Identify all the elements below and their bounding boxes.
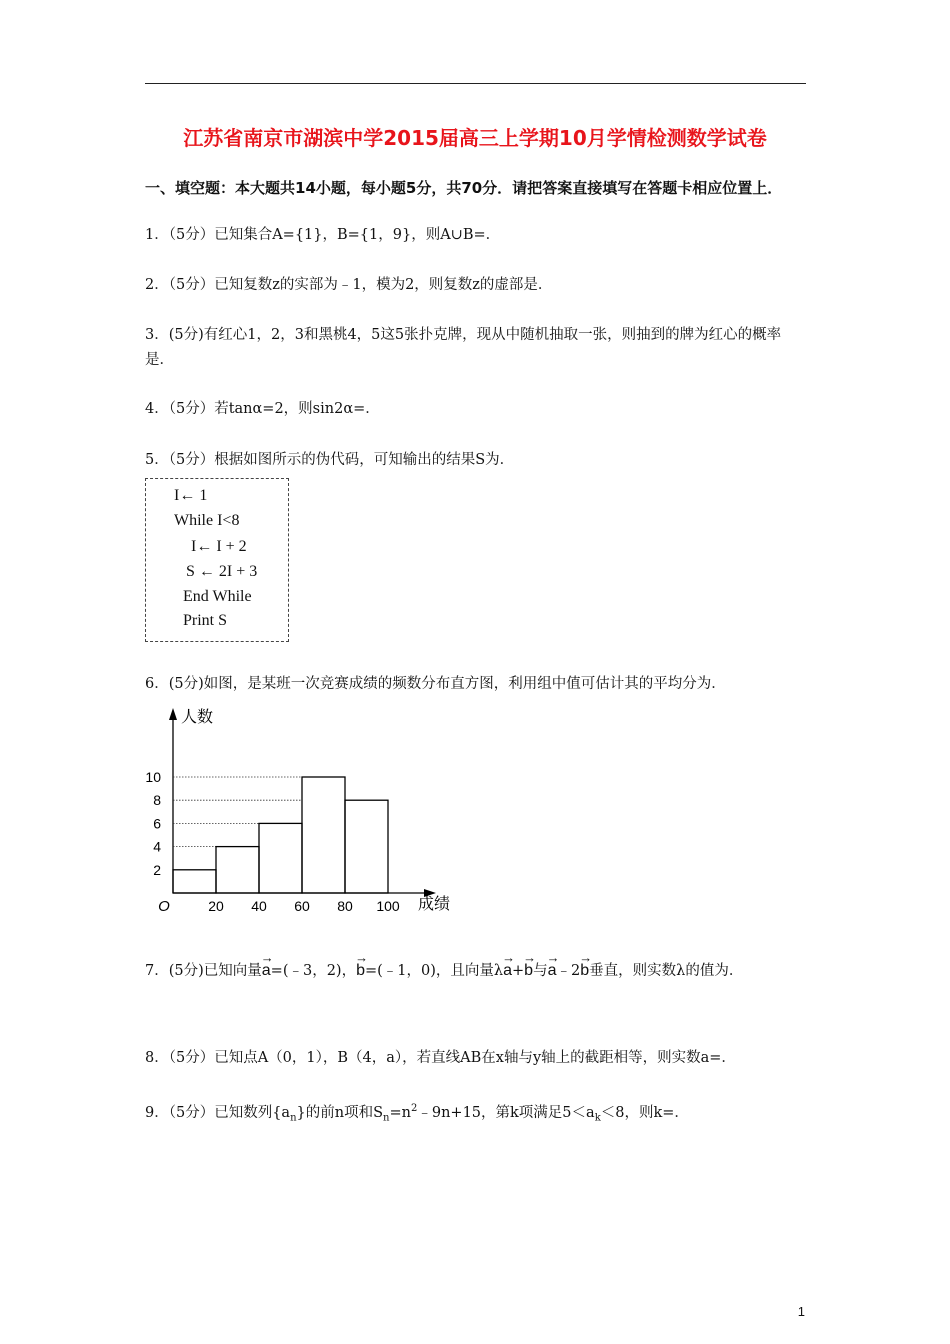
- question-3: 3．(5分)有红心1，2，3和黑桃4，5这5张扑克牌，现从中随机抽取一张，则抽到的牌为红心的概率是．: [145, 327, 782, 368]
- header-rule: [145, 83, 806, 84]
- vector-b: → b: [356, 958, 365, 983]
- vector-a-3: → a: [548, 958, 557, 983]
- question-1: 1．（5分）已知集合A={1}，B={1，9}，则A∪B=．: [145, 227, 501, 243]
- x-tick-80: 80: [337, 898, 353, 914]
- y-tick-10: 10: [145, 769, 161, 785]
- bar-80-100: [345, 800, 388, 893]
- question-9: [145, 1096, 809, 1131]
- q7-tail: 垂直，则实数λ的值为．: [589, 963, 744, 979]
- vector-a: → a: [262, 958, 271, 983]
- vector-a-2: → a: [503, 958, 512, 983]
- q9-part-5: ＜8，则k=．: [600, 1104, 689, 1121]
- question-2: 2．（5分）已知复数z的实部为﹣1，模为2，则复数z的虚部是．: [145, 277, 553, 293]
- y-tick-8: 8: [153, 792, 161, 809]
- histogram-chart: [140, 700, 470, 920]
- q7-text: 7．(5分)已知向量: [145, 963, 262, 979]
- q7-minus: ﹣2: [556, 963, 581, 979]
- code-line-2: While I<8: [174, 512, 240, 529]
- origin-label: O: [158, 898, 170, 915]
- code-line-6: Print S: [183, 612, 228, 629]
- x-tick-60: 60: [294, 898, 310, 914]
- x-tick-40: 40: [251, 898, 267, 914]
- y-axis-arrow: [169, 708, 177, 720]
- question-4: 4．（5分）若tanα=2，则sin2α=．: [145, 401, 380, 417]
- q9-part-3: =n: [389, 1104, 411, 1121]
- question-5: 5．（5分）根据如图所示的伪代码，可知输出的结果S为．: [145, 452, 515, 468]
- x-tick-100: 100: [376, 898, 400, 914]
- bar-40-60: [259, 823, 302, 893]
- y-tick-6: 6: [153, 815, 161, 832]
- bar-0-20: [173, 870, 216, 893]
- y-tick-2: 2: [153, 861, 161, 878]
- q9-part-1: 9．（5分）已知数列{a: [145, 1104, 291, 1121]
- q7-plus: +: [512, 963, 525, 979]
- q7-with: 与: [533, 963, 548, 979]
- vector-b-2: → b: [524, 958, 533, 983]
- bar-60-80: [302, 777, 345, 893]
- section-heading: 一、填空题：本大题共14小题，每小题5分，共70分．请把答案直接填写在答题卡相应位置上．: [145, 179, 783, 197]
- code-line-3: I← I + 2: [191, 538, 247, 555]
- page-title: 江苏省南京市湖滨中学2015届高三上学期10月学情检测数学试卷: [183, 126, 767, 150]
- q9-part-2: }的前n项和S: [296, 1104, 384, 1121]
- bar-20-40: [216, 847, 259, 893]
- q7-a-value: =(﹣3，2)，: [270, 963, 357, 979]
- x-axis-label: 成绩: [418, 894, 451, 913]
- pseudocode-box: [145, 478, 289, 642]
- code-line-4: S ← 2I + 3: [186, 563, 258, 580]
- page-number: 1: [797, 1304, 805, 1319]
- y-tick-4: 4: [153, 838, 161, 855]
- x-tick-20: 20: [208, 898, 224, 914]
- q9-sub-n: n: [290, 1112, 297, 1124]
- code-line-1: I← 1: [174, 487, 208, 504]
- q9-sub-n2: n: [383, 1112, 390, 1124]
- code-line-5: End While: [183, 588, 252, 605]
- question-6: 6．(5分)如图，是某班一次竞赛成绩的频数分布直方图，利用组中值可估计其的平均分为．: [145, 676, 726, 692]
- question-8: 8．（5分）已知点A（0，1），B（4，a），若直线AB在x轴与y轴上的截距相等，则实数a=．: [145, 1050, 736, 1066]
- q9-sup-2: 2: [410, 1103, 418, 1114]
- q7-b-value: =(﹣1，0)，且向量λ: [365, 963, 504, 979]
- q9-part-4: ﹣9n+15，第k项满足5＜a: [417, 1104, 595, 1121]
- vector-b-3: → b: [580, 958, 589, 983]
- y-axis-label: 人数: [181, 707, 214, 726]
- q9-sub-k: k: [594, 1112, 601, 1124]
- question-7: [145, 958, 809, 984]
